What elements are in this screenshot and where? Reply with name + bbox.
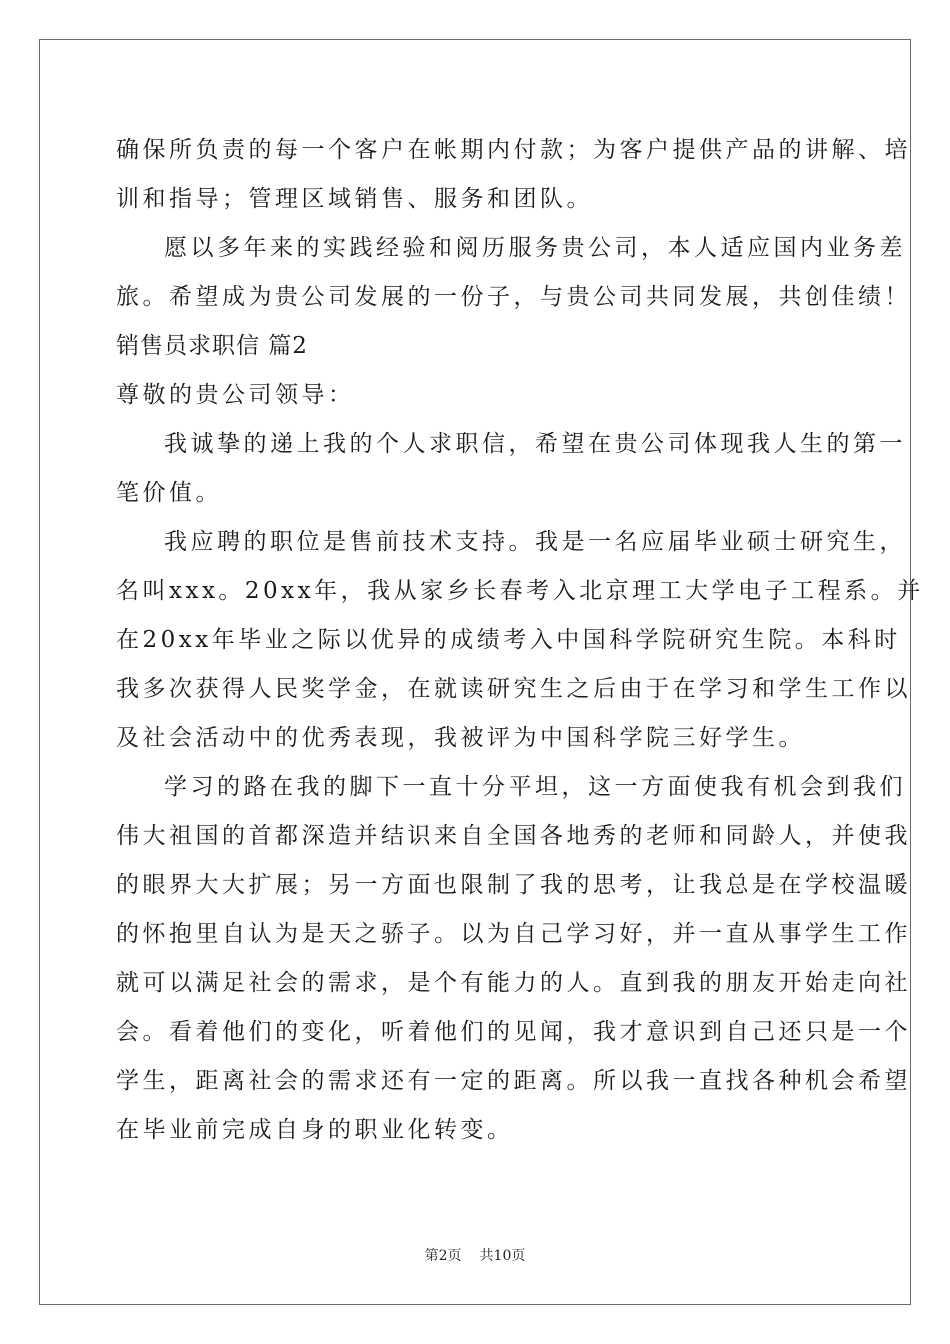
text-line: 确保所负责的每一个客户在帐期内付款；为客户提供产品的讲解、培 <box>116 137 911 163</box>
page-number-total: 共10页 <box>479 1248 526 1264</box>
text-line: 我应聘的职位是售前技术支持。我是一名应届毕业硕士研究生， <box>164 529 906 555</box>
text-line: 我诚挚的递上我的个人求职信，希望在贵公司体现我人生的第一 <box>164 431 906 457</box>
text-line: 就可以满足社会的需求，是个有能力的人。直到我的朋友开始走向社 <box>116 970 911 996</box>
text-line: 笔价值。 <box>116 480 222 506</box>
text-line: 的眼界大大扩展；另一方面也限制了我的思考，让我总是在学校温暖 <box>116 872 911 898</box>
text-line: 及社会活动中的优秀表现，我被评为中国科学院三好学生。 <box>116 725 805 751</box>
text-line: 在毕业前完成自身的职业化转变。 <box>116 1117 514 1143</box>
text-line: 尊敬的贵公司领导： <box>116 382 355 408</box>
page-number-current: 第2页 <box>424 1248 462 1264</box>
page-footer <box>0 1245 950 1265</box>
section-heading: 销售员求职信 篇2 <box>116 333 308 359</box>
text-line: 会。看着他们的变化，听着他们的见闻，我才意识到自己还只是一个 <box>116 1019 911 1045</box>
text-line: 训和指导；管理区域销售、服务和团队。 <box>116 186 593 212</box>
text-line: 我多次获得人民奖学金，在就读研究生之后由于在学习和学生工作以 <box>116 676 911 702</box>
text-line: 旅。希望成为贵公司发展的一份子，与贵公司共同发展，共创佳绩！ <box>116 284 911 310</box>
text-line: 学生，距离社会的需求还有一定的距离。所以我一直找各种机会希望 <box>116 1068 911 1094</box>
text-line: 学习的路在我的脚下一直十分平坦，这一方面使我有机会到我们 <box>164 774 906 800</box>
text-line: 愿以多年来的实践经验和阅历服务贵公司，本人适应国内业务差 <box>164 235 906 261</box>
text-line: 在20xx年毕业之际以优异的成绩考入中国科学院研究生院。本科时 <box>116 627 901 653</box>
document-body <box>116 126 924 1155</box>
text-line: 的怀抱里自认为是天之骄子。以为自己学习好，并一直从事学生工作 <box>116 921 911 947</box>
text-line: 名叫xxx。20xx年，我从家乡长春考入北京理工大学电子工程系。并 <box>116 578 924 604</box>
text-line: 伟大祖国的首都深造并结识来自全国各地秀的老师和同龄人，并使我 <box>116 823 911 849</box>
